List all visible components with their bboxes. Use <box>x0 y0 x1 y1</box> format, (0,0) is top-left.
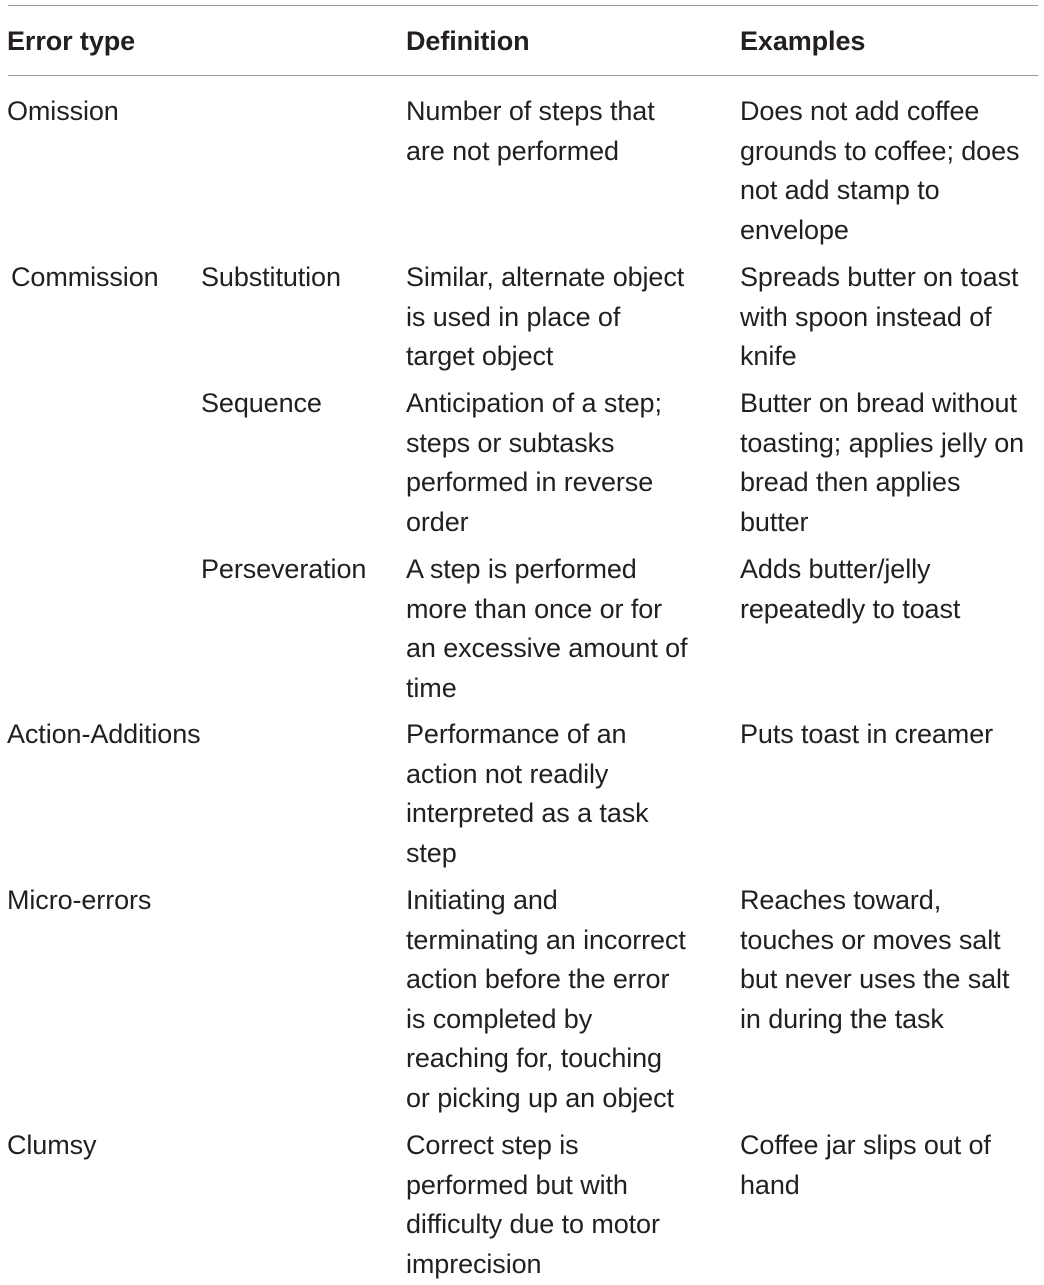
subtype-cell: Perseveration <box>201 554 367 584</box>
header-examples: Examples <box>740 26 866 56</box>
examples-cell: Butter on bread without toasting; applies jelly on bread then applies butter <box>740 388 1025 537</box>
error-type-cell: Omission <box>7 96 119 126</box>
definition-cell: Performance of an action not readily interpreted as a task step <box>406 719 649 868</box>
examples-cell: Adds butter/jelly repeatedly to toast <box>740 554 961 624</box>
header-error-type: Error type <box>7 26 136 56</box>
header-definition: Definition <box>406 26 530 56</box>
examples-cell: Spreads butter on toast with spoon instead of knife <box>740 262 1019 372</box>
definition-cell: Similar, alternate object is used in place of target object <box>406 262 685 372</box>
examples-cell: Puts toast in creamer <box>740 719 994 749</box>
definition-cell: Initiating and terminating an incorrect action before the error is completed by reaching for, touching or picking up an object <box>406 885 686 1113</box>
error-type-cell: Commission <box>11 262 159 292</box>
error-type-cell: Action-Additions <box>7 719 201 749</box>
header-bottom-rule <box>8 75 1038 76</box>
subtype-cell: Sequence <box>201 388 322 418</box>
examples-cell: Does not add coffee grounds to coffee; does not add stamp to envelope <box>740 96 1020 245</box>
subtype-cell: Substitution <box>201 262 341 292</box>
examples-cell: Reaches toward, touches or moves salt but never uses the salt in during the task <box>740 885 1010 1034</box>
error-type-cell: Micro-errors <box>7 885 152 915</box>
definition-cell: Anticipation of a step; steps or subtasks performed in reverse order <box>406 388 662 537</box>
definition-cell: Number of steps that are not performed <box>406 96 655 166</box>
definition-cell: Correct step is performed but with difficulty due to motor imprecision <box>406 1130 660 1279</box>
examples-cell: Coffee jar slips out of hand <box>740 1130 991 1200</box>
definition-cell: A step is performed more than once or for an excessive amount of time <box>406 554 688 703</box>
table-top-rule <box>8 5 1038 6</box>
error-type-cell: Clumsy <box>7 1130 97 1160</box>
